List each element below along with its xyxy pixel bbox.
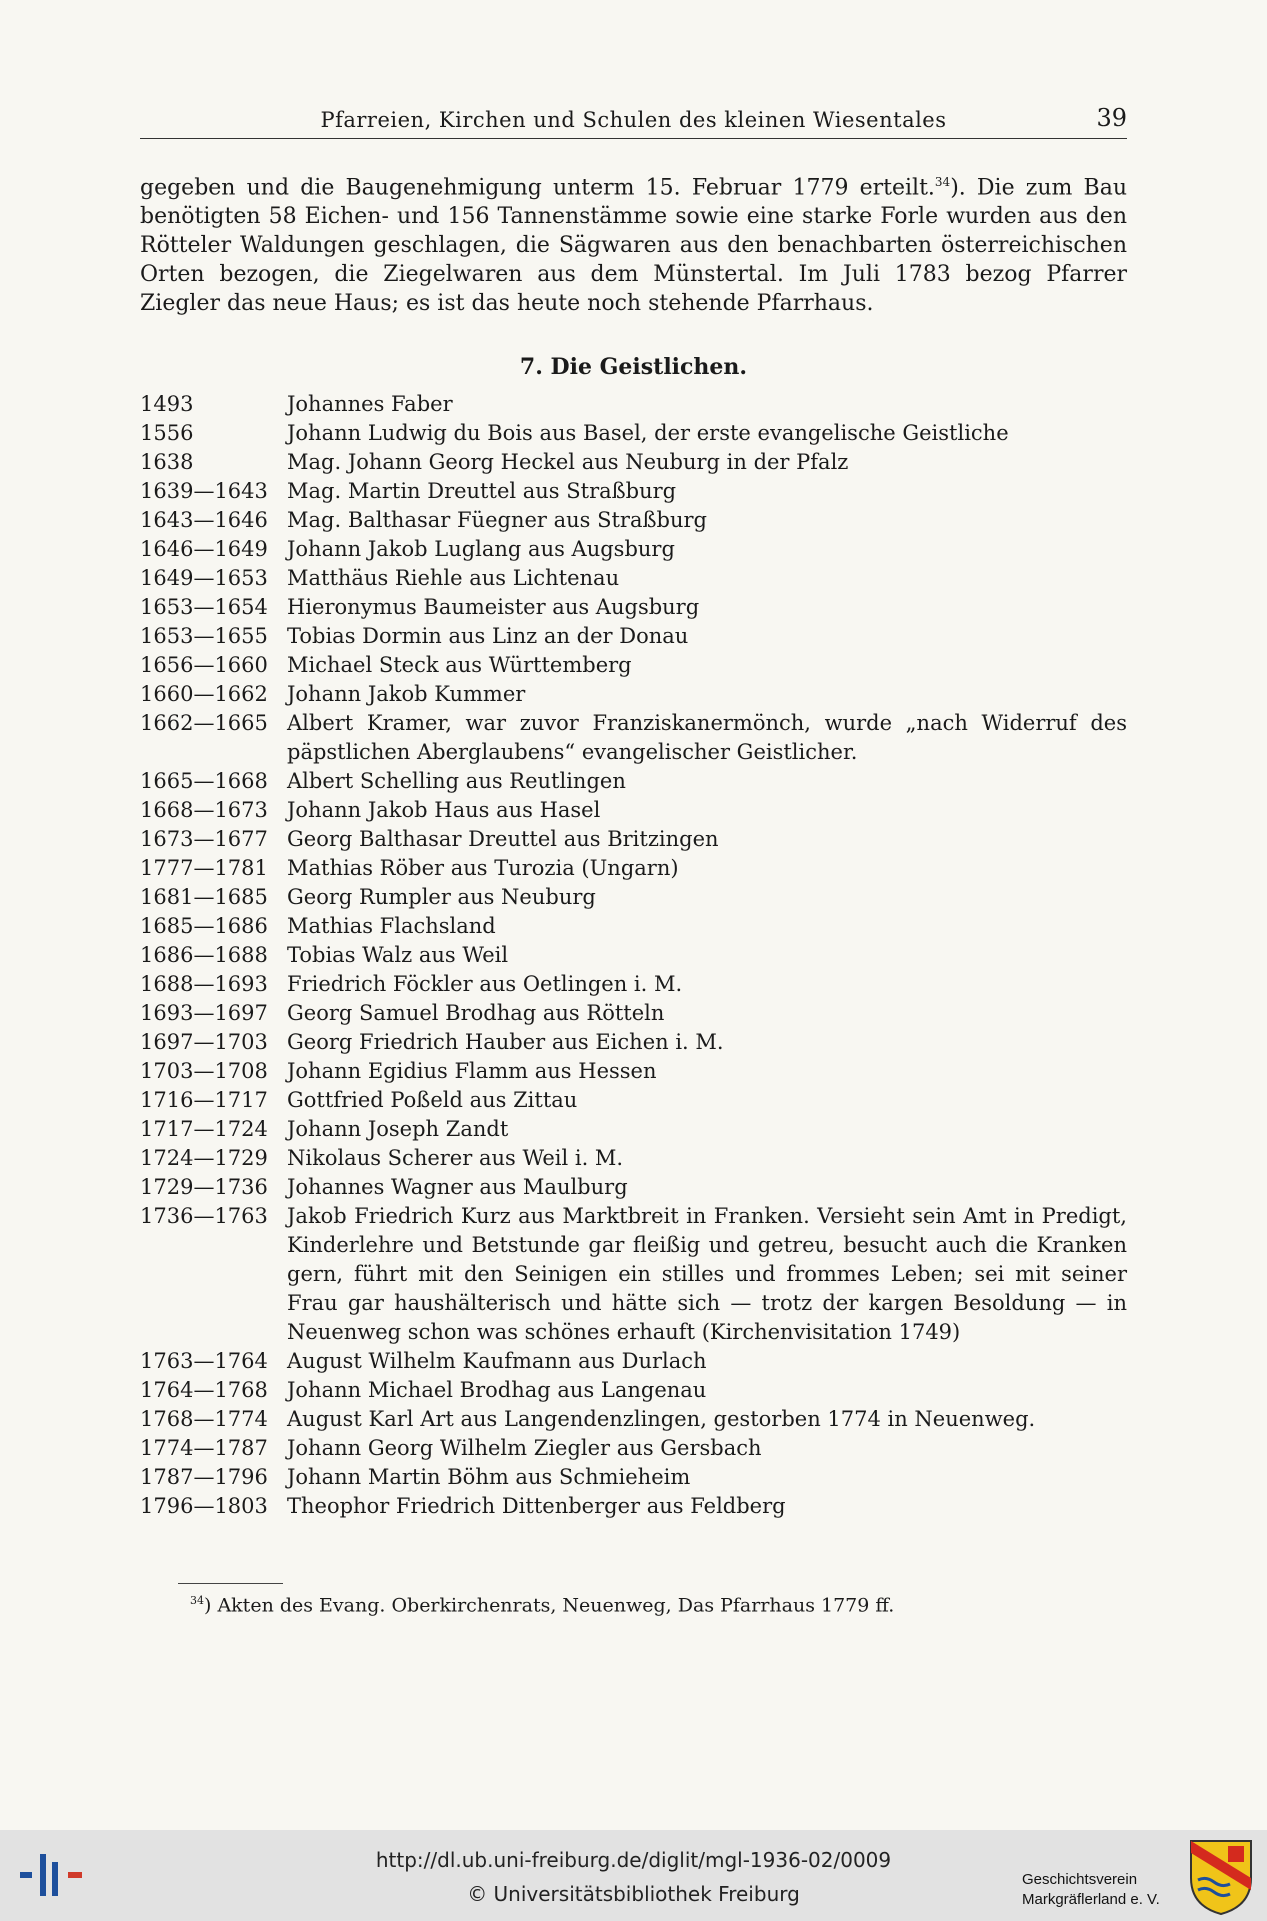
clergy-entry: [140, 419, 1127, 448]
running-title: Pfarreien, Kirchen und Schulen des kleinen Wiesentales: [320, 108, 947, 132]
clergy-name: Hieronymus Baumeister aus Augsburg: [287, 595, 700, 619]
clergy-entry: [140, 535, 1127, 564]
clergy-name: Tobias Dormin aus Linz an der Donau: [287, 624, 689, 648]
section-title: 7. Die Geistlichen.: [519, 354, 748, 380]
intro-text-before: gegeben und die Baugenehmigung unterm 15. Februar 1779 erteilt.: [140, 175, 935, 201]
clergy-entry: [140, 709, 1127, 767]
permalink-url[interactable]: http://dl.ub.uni-freiburg.de/diglit/mgl-1936-02/0009: [375, 1848, 892, 1872]
clergy-name: Mathias Flachsland: [287, 914, 496, 938]
intro-text-after: ). Die zum Bau benötigten 58 Eichen- und 156 Tannenstämme sowie eine starke Forle wurden aus den Rötteler Waldungen geschlagen, die Sägwaren aus den benachbarten österreichischen Orten bezogen, die Ziegelwaren aus dem Münstertal. Im Juli 1783 bezog Pfarrer Ziegler das neue Haus; es ist das heute noch stehende Pfarrhaus.: [140, 175, 1127, 317]
clergy-entry: [140, 564, 1127, 593]
clergy-years: 1729—1736: [140, 1175, 268, 1199]
clergy-entry: [140, 854, 1127, 883]
clergy-entry: [140, 1144, 1127, 1173]
clergy-years: 1493: [140, 392, 194, 416]
clergy-name: Matthäus Riehle aus Lichtenau: [287, 566, 620, 590]
clergy-years: 1716—1717: [140, 1088, 268, 1112]
clergy-name: Georg Rumpler aus Neuburg: [287, 885, 596, 909]
page-number: 39: [1096, 104, 1127, 132]
clergy-years: 1763—1764: [140, 1349, 268, 1373]
clergy-years: 1556: [140, 421, 194, 445]
clergy-name: Mag. Balthasar Füegner aus Straßburg: [287, 508, 707, 532]
clergy-years: 1673—1677: [140, 827, 268, 851]
society-name: [1022, 1870, 1182, 1910]
clergy-name: Johann Egidius Flamm aus Hessen: [287, 1059, 657, 1083]
clergy-years: 1724—1729: [140, 1146, 268, 1170]
footnote-marker: 34: [190, 1594, 204, 1607]
clergy-years: 1681—1685: [140, 885, 268, 909]
clergy-name: Mag. Martin Dreuttel aus Straßburg: [287, 479, 677, 503]
clergy-name: Nikolaus Scherer aus Weil i. M.: [287, 1146, 624, 1170]
footnote-ref[interactable]: 34: [934, 175, 951, 189]
clergy-years: 1764—1768: [140, 1378, 268, 1402]
clergy-name: Michael Steck aus Württemberg: [287, 653, 632, 677]
clergy-name: Friedrich Föckler aus Oetlingen i. M.: [287, 972, 683, 996]
clergy-name: August Karl Art aus Langendenzlingen, gestorben 1774 in Neuenweg.: [287, 1407, 1036, 1431]
clergy-years: 1643—1646: [140, 508, 268, 532]
clergy-name: Theophor Friedrich Dittenberger aus Feldberg: [287, 1494, 786, 1518]
clergy-years: 1787—1796: [140, 1465, 268, 1489]
clergy-name: Jakob Friedrich Kurz aus Marktbreit in Franken. Versieht sein Amt in Predigt, Kinderlehre und Betstunde gar fleißig und getreu, besucht auch die Kranken gern, führt mit den Seinigen ein stilles und frommes Leben; sei mit seiner Frau gar haushälterisch und hätte sich — trotz der kargen Besoldung — in Neuenweg schon was schönes erhauft (Kirchenvisitation 1749): [287, 1204, 1127, 1344]
clergy-years: 1717—1724: [140, 1117, 268, 1141]
clergy-years: 1653—1655: [140, 624, 268, 648]
clergy-name: Mathias Röber aus Turozia (Ungarn): [287, 856, 679, 880]
clergy-entry: [140, 622, 1127, 651]
intro-paragraph: [140, 168, 1127, 318]
clergy-years: 1688—1693: [140, 972, 268, 996]
clergy-years: 1774—1787: [140, 1436, 268, 1460]
clergy-entry: [140, 1463, 1127, 1492]
clergy-entry: [140, 1347, 1127, 1376]
clergy-years: 1668—1673: [140, 798, 268, 822]
clergy-entry: [140, 1376, 1127, 1405]
clergy-entry: [140, 448, 1127, 477]
footnote: [190, 1594, 1127, 1616]
clergy-years: 1777—1781: [140, 856, 268, 880]
clergy-name: Albert Schelling aus Reutlingen: [287, 769, 626, 793]
clergy-entry: [140, 999, 1127, 1028]
clergy-years: 1697—1703: [140, 1030, 268, 1054]
footer-bar: [0, 1830, 1267, 1921]
clergy-name: August Wilhelm Kaufmann aus Durlach: [287, 1349, 707, 1373]
clergy-entry: [140, 390, 1127, 419]
clergy-entry: [140, 941, 1127, 970]
clergy-name: Albert Kramer, war zuvor Franziskanermönch, wurde „nach Widerruf des päpstlichen Aberglaubens“ evangelischer Geistlicher.: [287, 711, 1127, 764]
clergy-name: Tobias Walz aus Weil: [287, 943, 509, 967]
clergy-name: Georg Friedrich Hauber aus Eichen i. M.: [287, 1030, 724, 1054]
clergy-years: 1646—1649: [140, 537, 268, 561]
clergy-years: 1656—1660: [140, 653, 268, 677]
clergy-entry: [140, 1086, 1127, 1115]
footnote-divider: [178, 1583, 283, 1584]
page-header: [140, 104, 1127, 139]
clergy-entry: [140, 651, 1127, 680]
clergy-name: Johann Jakob Haus aus Hasel: [287, 798, 601, 822]
clergy-years: 1649—1653: [140, 566, 268, 590]
society-name-line1: Geschichtsverein: [1022, 1871, 1138, 1888]
clergy-entry: [140, 1434, 1127, 1463]
clergy-name: Johann Georg Wilhelm Ziegler aus Gersbach: [287, 1436, 762, 1460]
clergy-name: Johannes Faber: [287, 392, 453, 416]
clergy-name: Johann Joseph Zandt: [287, 1117, 509, 1141]
clergy-entry: [140, 1115, 1127, 1144]
clergy-name: Johann Jakob Luglang aus Augsburg: [287, 537, 675, 561]
clergy-entry: [140, 506, 1127, 535]
clergy-years: 1685—1686: [140, 914, 268, 938]
clergy-entry: [140, 593, 1127, 622]
clergy-years: 1653—1654: [140, 595, 268, 619]
clergy-entry: [140, 1057, 1127, 1086]
clergy-entry: [140, 970, 1127, 999]
clergy-name: Johann Jakob Kummer: [287, 682, 526, 706]
clergy-name: Johann Martin Böhm aus Schmieheim: [287, 1465, 691, 1489]
clergy-entry: [140, 767, 1127, 796]
clergy-years: 1660—1662: [140, 682, 268, 706]
clergy-entry: [140, 1028, 1127, 1057]
clergy-years: 1768—1774: [140, 1407, 268, 1431]
clergy-entry: [140, 883, 1127, 912]
copyright-notice: © Universitätsbibliothek Freiburg: [467, 1882, 800, 1906]
clergy-name: Georg Balthasar Dreuttel aus Britzingen: [287, 827, 719, 851]
clergy-entry: [140, 1173, 1127, 1202]
clergy-years: 1686—1688: [140, 943, 268, 967]
footnote-text: ) Akten des Evang. Oberkirchenrats, Neuenweg, Das Pfarrhaus 1779 ff.: [204, 1594, 895, 1617]
clergy-years: 1639—1643: [140, 479, 268, 503]
clergy-years: 1693—1697: [140, 1001, 268, 1025]
clergy-years: 1665—1668: [140, 769, 268, 793]
clergy-entry: [140, 1202, 1127, 1347]
coat-of-arms-icon: [1188, 1838, 1254, 1916]
clergy-name: Mag. Johann Georg Heckel aus Neuburg in der Pfalz: [287, 450, 849, 474]
clergy-name: Georg Samuel Brodhag aus Rötteln: [287, 1001, 665, 1025]
clergy-entry: [140, 1405, 1127, 1434]
clergy-name: Johann Michael Brodhag aus Langenau: [287, 1378, 707, 1402]
society-name-line2: Markgräflerland e. V.: [1022, 1891, 1160, 1908]
clergy-name: Gottfried Poßeld aus Zittau: [287, 1088, 578, 1112]
clergy-entry: [140, 825, 1127, 854]
clergy-entry: [140, 1492, 1127, 1521]
clergy-list: [140, 390, 1127, 1521]
clergy-years: 1703—1708: [140, 1059, 268, 1083]
clergy-name: Johannes Wagner aus Maulburg: [287, 1175, 628, 1199]
clergy-years: 1662—1665: [140, 711, 268, 735]
clergy-entry: [140, 796, 1127, 825]
clergy-name: Johann Ludwig du Bois aus Basel, der erste evangelische Geistliche: [287, 421, 1009, 445]
clergy-entry: [140, 912, 1127, 941]
clergy-years: 1638: [140, 450, 194, 474]
clergy-entry: [140, 680, 1127, 709]
clergy-years: 1796—1803: [140, 1494, 268, 1518]
clergy-entry: [140, 477, 1127, 506]
clergy-years: 1736—1763: [140, 1204, 268, 1228]
